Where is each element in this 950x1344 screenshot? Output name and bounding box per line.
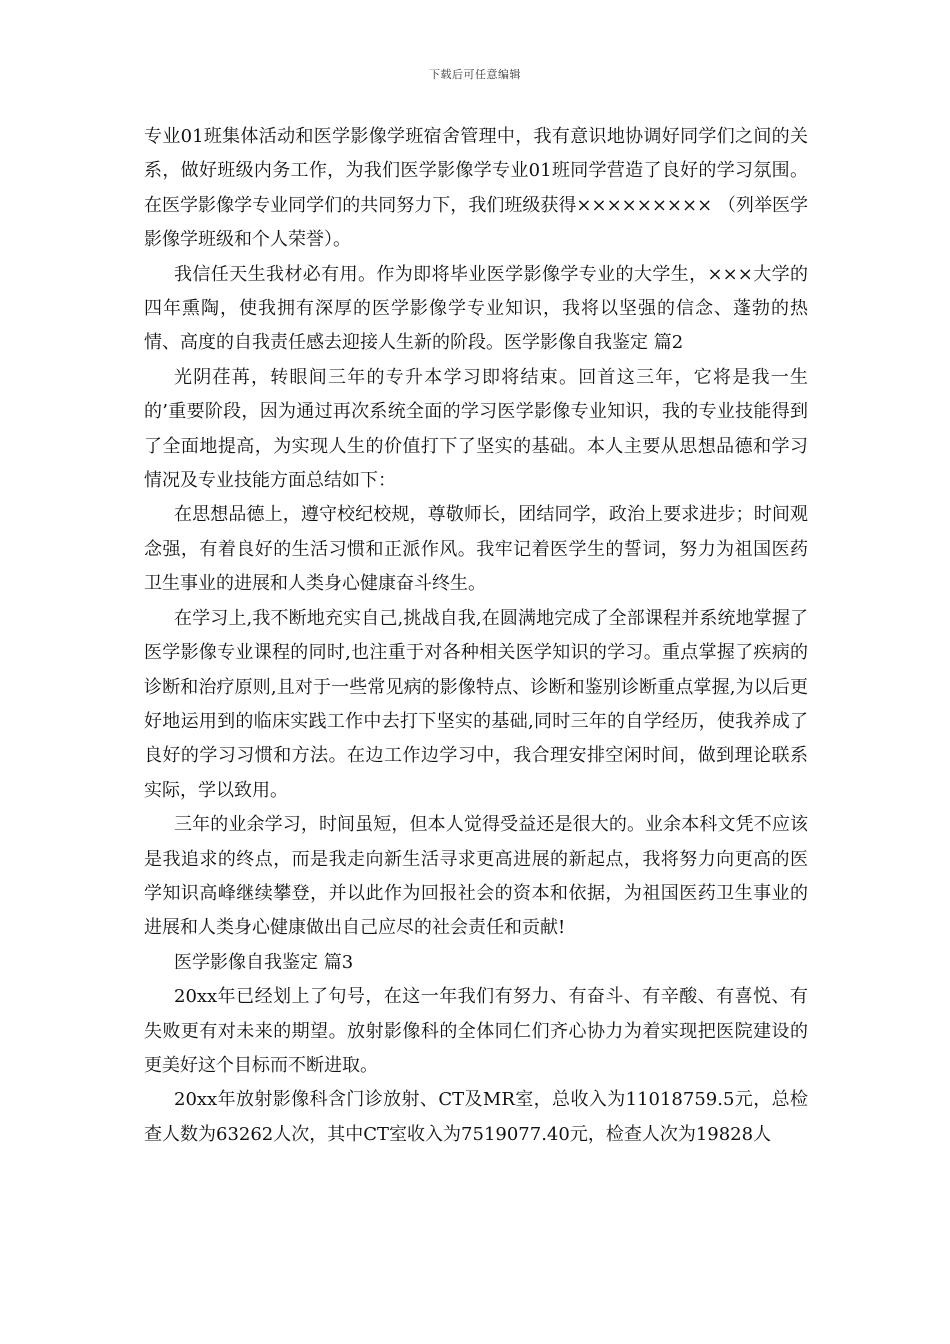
paragraph: 在思想品德上，遵守校纪校规，尊敬师长，团结同学，政治上要求进步；时间观念强，有着良好的生活习惯和正派作风。我牢记着医学生的誓词，努力为祖国医药卫生事业的进展和人类身心健康奋斗终生。	[144, 504, 808, 595]
page-header: 下载后可任意编辑	[429, 68, 521, 81]
paragraph: 三年的业余学习，时间虽短，但本人觉得受益还是很大的。业余本科文凭不应该是我追求的终点，而是我走向新生活寻求更高进展的新起点，我将努力向更高的医学知识高峰继续攀登，并以此作为回报社会的资本和依据，为祖国医药卫生事业的进展和人类身心健康做出自己应尽的社会责任和贡献!	[144, 814, 808, 939]
paragraph: 20xx年放射影像科含门诊放射、CT及MR室，总收入为11018759.5元，总检查人数为63262人次，其中CT室收入为7519077.40元，检查人次为19828人	[144, 1089, 808, 1145]
paragraph: 在学习上,我不断地充实自己,挑战自我,在圆满地完成了全部课程并系统地掌握了医学影像专业课程的同时,也注重于对各种相关医学知识的学习。重点掌握了疾病的诊断和治疗原则,且对于一些常见病的影像特点、诊断和鉴别诊断重点掌握,为以后更好地运用到的临床实践工作中去打下坚实的基础,同时三年的自学经历，使我养成了良好的学习习惯和方法。在边工作边学习中，我合理安排空闲时间，做到理论联系实际，学以致用。	[144, 607, 808, 801]
paragraph: 专业01班集体活动和医学影像学班宿舍管理中，我有意识地协调好同学们之间的关系，做好班级内务工作，为我们医学影像学专业01班同学营造了良好的学习氛围。在医学影像学专业同学们的共同努力下，我们班级获得××××××××× （列举医学影像学班级和个人荣誉）。	[144, 126, 808, 251]
paragraph: 我信任天生我材必有用。作为即将毕业医学影像学专业的大学生，×××大学的四年熏陶，使我拥有深厚的医学影像学专业知识，我将以坚强的信念、蓬勃的热情、高度的自我责任感去迎接人生新的阶段。医学影像自我鉴定 篇2	[144, 263, 808, 354]
paragraph: 光阴荏苒，转眼间三年的专升本学习即将结束。回首这三年，它将是我一生的’重要阶段，因为通过再次系统全面的学习医学影像专业知识，我的专业技能得到了全面地提高，为实现人生的价值打下了坚实的基础。本人主要从思想品德和学习情况及专业技能方面总结如下：	[144, 366, 808, 492]
document-body	[144, 120, 808, 1152]
section-heading: 医学影像自我鉴定 篇3	[174, 951, 354, 973]
paragraph: 20xx年已经划上了句号，在这一年我们有努力、有奋斗、有辛酸、有喜悦、有失败更有对未来的期望。放射影像科的全体同仁们齐心协力为着实现把医院建设的更美好这个目标而不断进取。	[144, 986, 808, 1076]
